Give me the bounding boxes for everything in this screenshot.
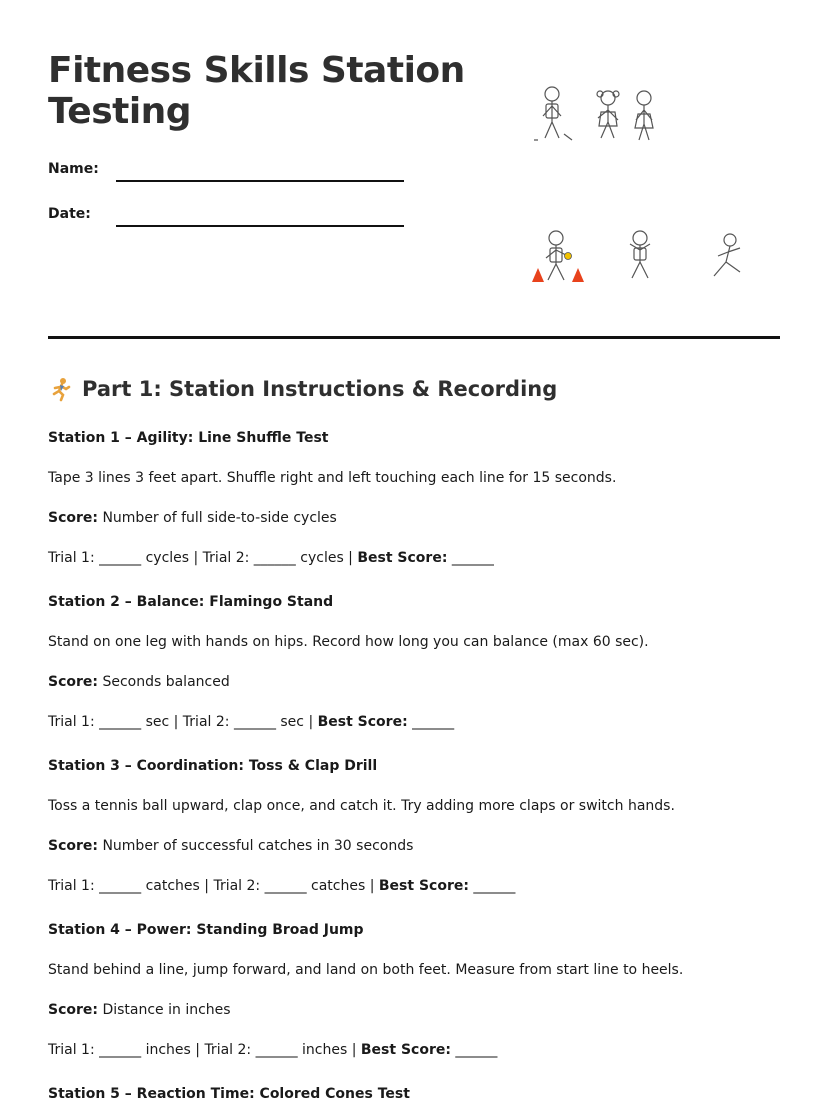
record-text: Trial 1: ______ catches | Trial 2: ______ catches | (48, 878, 379, 894)
station-score (48, 672, 788, 692)
score-label: Score: (48, 674, 98, 690)
score-text: Distance in inches (98, 1002, 231, 1018)
best-score-label: Best Score: (317, 714, 408, 730)
score-text: Number of successful catches in 30 seconds (98, 838, 414, 854)
page-title-line-1: Fitness Skills Station (48, 50, 465, 91)
station-record[interactable] (48, 876, 788, 896)
name-field[interactable] (116, 180, 404, 182)
name-label: Name: (48, 161, 99, 177)
record-text: Trial 1: ______ cycles | Trial 2: ______ cycles | (48, 550, 358, 566)
part-1-heading (48, 374, 557, 404)
page-title-line-2: Testing (48, 91, 192, 132)
station-title: Station 3 – Coordination: Toss & Clap Drill (48, 758, 378, 774)
best-score-blank[interactable]: ______ (468, 878, 516, 894)
best-score-label: Best Score: (378, 878, 469, 894)
station-title: Station 4 – Power: Standing Broad Jump (48, 922, 364, 938)
station-record[interactable] (48, 712, 788, 732)
best-score-blank[interactable]: ______ (407, 714, 455, 730)
station-2 (48, 592, 788, 732)
station-1 (48, 428, 788, 568)
station-title: Station 2 – Balance: Flamingo Stand (48, 594, 334, 610)
station-record[interactable] (48, 548, 788, 568)
kids-standing-icon (534, 87, 653, 140)
score-label: Score: (48, 1002, 98, 1018)
station-instructions: Tape 3 lines 3 feet apart. Shuffle right and left touching each line for 15 seconds. (48, 470, 617, 486)
name-field-row (48, 160, 408, 190)
station-title: Station 1 – Agility: Line Shuffle Test (48, 430, 329, 446)
station-score (48, 1000, 788, 1020)
best-score-blank[interactable]: ______ (447, 550, 494, 566)
best-score-label: Best Score: (357, 550, 448, 566)
date-label: Date: (48, 206, 91, 222)
kids-agility-icon (546, 231, 740, 280)
station-5 (48, 1084, 788, 1104)
best-score-label: Best Score: (360, 1042, 451, 1058)
section-title: Part 1: Station Instructions & Recording (82, 377, 558, 401)
station-instructions: Toss a tennis ball upward, clap once, and catch it. Try adding more claps or switch hands. (48, 798, 675, 814)
runner-icon (48, 376, 74, 402)
best-score-blank[interactable]: ______ (450, 1042, 498, 1058)
date-field[interactable] (116, 225, 404, 227)
date-field-row (48, 205, 408, 235)
station-4 (48, 920, 788, 1060)
record-text: Trial 1: ______ inches | Trial 2: ______ inches | (48, 1042, 361, 1058)
station-score (48, 836, 788, 856)
score-label: Score: (48, 838, 98, 854)
page-title (48, 50, 468, 132)
stations-list (48, 428, 788, 1118)
station-record[interactable] (48, 1040, 788, 1060)
score-text: Seconds balanced (98, 674, 230, 690)
station-title: Station 5 – Reaction Time: Colored Cones Test (48, 1086, 410, 1102)
station-instructions: Stand on one leg with hands on hips. Record how long you can balance (max 60 sec). (48, 634, 649, 650)
station-3 (48, 756, 788, 896)
record-text: Trial 1: ______ sec | Trial 2: ______ sec | (48, 714, 318, 730)
header-divider (48, 336, 780, 339)
score-text: Number of full side-to-side cycles (98, 510, 337, 526)
score-label: Score: (48, 510, 98, 526)
kids-exercising-illustration (528, 80, 768, 300)
station-instructions: Stand behind a line, jump forward, and land on both feet. Measure from start line to heels. (48, 962, 684, 978)
station-score (48, 508, 788, 528)
